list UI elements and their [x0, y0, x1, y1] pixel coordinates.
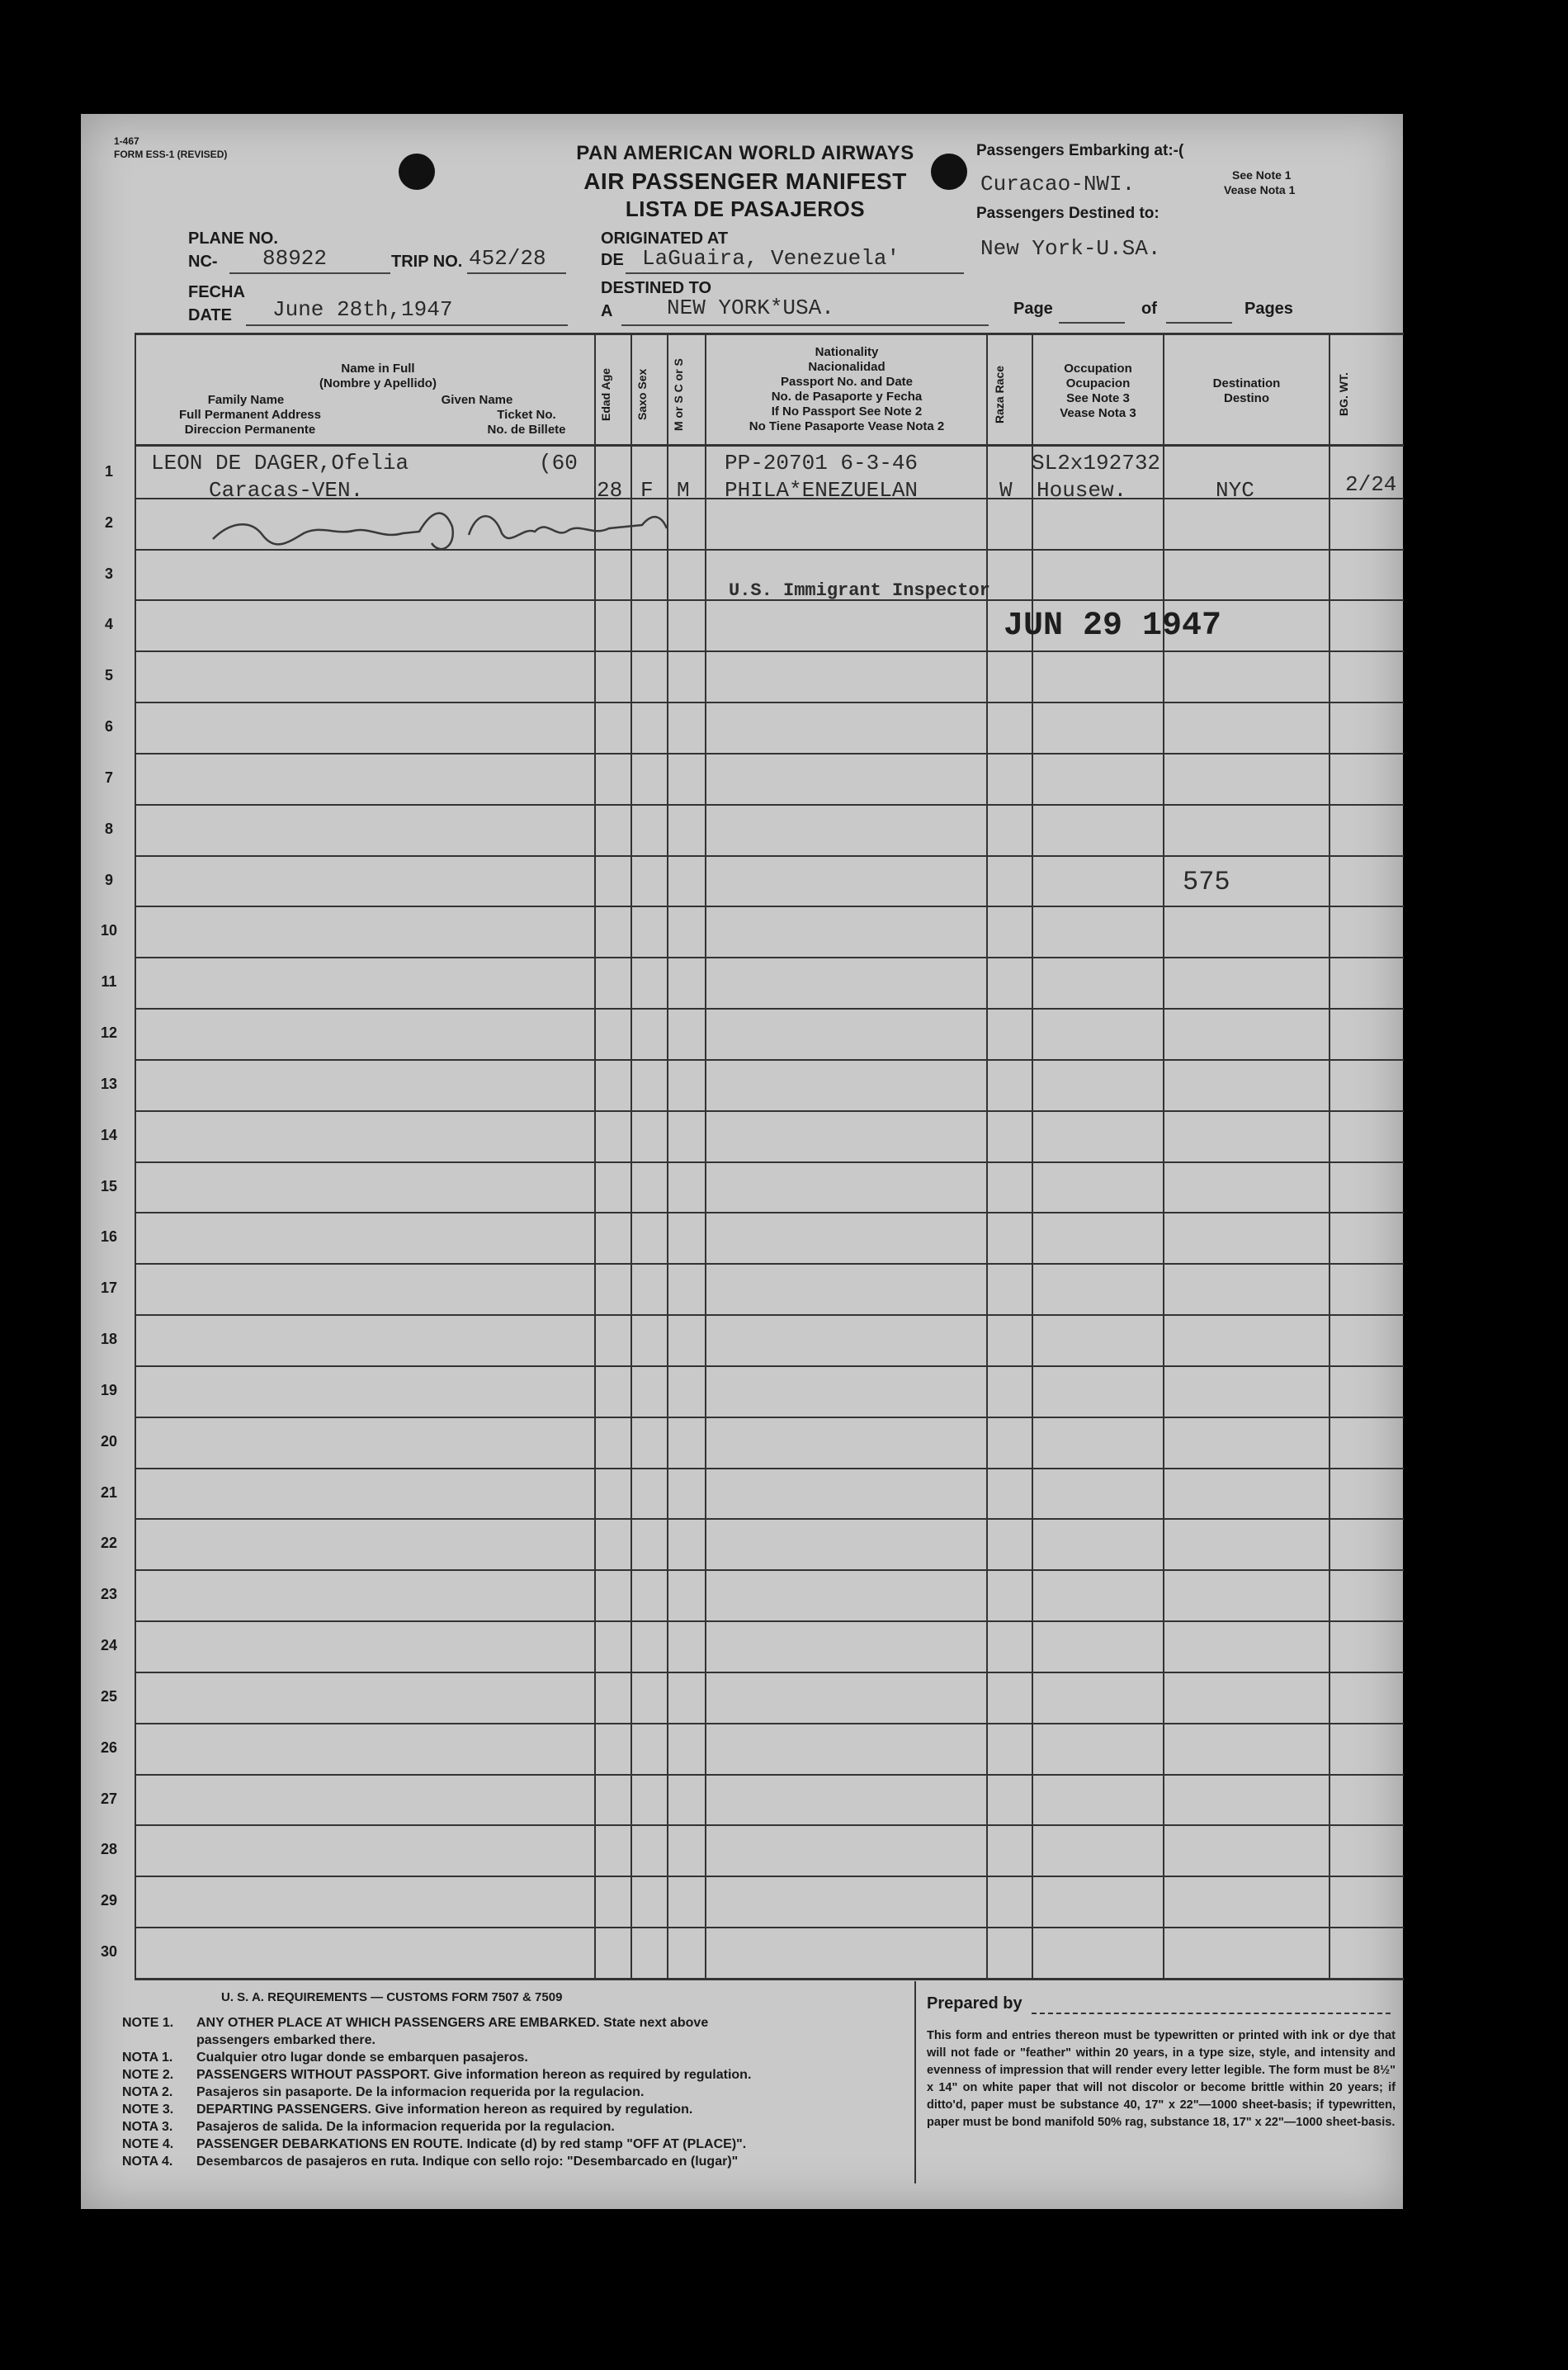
- footer-note: [122, 2101, 898, 2118]
- row-number: 19: [100, 1382, 118, 1398]
- row-divider: [135, 650, 1404, 652]
- footer-note-text: PASSENGER DEBARKATIONS EN ROUTE. Indicate (d) by red stamp "OFF AT (PLACE)".: [196, 2137, 747, 2151]
- passenger-nationality: PHILA*ENEZUELAN: [725, 478, 919, 503]
- row-number: 4: [104, 616, 113, 632]
- row-number: 11: [101, 973, 117, 990]
- date-label: DATE: [188, 306, 232, 324]
- row-divider: [135, 1569, 1404, 1571]
- row-divider: [135, 1110, 1404, 1112]
- form-subtitle: LISTA DE PASAJEROS: [625, 196, 866, 221]
- destined-label: DESTINED TO: [601, 279, 712, 297]
- row-number: 15: [100, 1178, 118, 1194]
- passenger-ticket: (60: [539, 451, 578, 475]
- manifest-sheet: [81, 114, 1403, 2209]
- destined-to-value: New York-U.SA.: [980, 236, 1161, 261]
- row-divider: [135, 804, 1404, 806]
- form-revised: FORM ESS-1 (REVISED): [114, 149, 228, 160]
- inspector-stamp: U.S. Immigrant Inspector: [729, 580, 990, 601]
- row-divider: [135, 1876, 1404, 1877]
- col-ms-header: M or S C or S: [672, 358, 685, 431]
- footer-note: [122, 2153, 898, 2170]
- row-divider: [135, 855, 1404, 857]
- footer-note: [122, 2118, 898, 2136]
- print-instructions: This form and entries thereon must be typewritten or printed with ink or dye that will not fade or "feather" within 20 years, in a type size, style, and intensity and evenness of impression that will render every letter legible. The form must be 8½" x 14" on white paper that will not discolor or become brittle within 20 years; if ditto'd, paper must be substance 40, 17" x 22"—1000 sheet-basis; if typewritten, paper must be bond manifold 50% rag, substance 18, 17" x 22"—1000 sheet-basis.: [927, 2029, 1396, 2129]
- trip-label: TRIP NO.: [391, 253, 463, 271]
- fecha-label: FECHA: [188, 283, 245, 301]
- row-number: 13: [100, 1076, 118, 1092]
- row-divider: [135, 1365, 1404, 1367]
- col-destination-header: Destination Destino: [1212, 376, 1281, 405]
- col-name-header: Name in Full (Nombre y Apellido): [319, 362, 437, 390]
- row-number: 21: [100, 1484, 118, 1501]
- row-divider: [135, 1927, 1404, 1928]
- a-label: A: [601, 302, 613, 320]
- row-number: 12: [100, 1024, 118, 1041]
- row-divider: [135, 1824, 1404, 1826]
- passenger-passport: PP-20701 6-3-46: [725, 451, 919, 475]
- passenger-name: LEON DE DAGER,Ofelia: [151, 451, 409, 475]
- row-number: 22: [100, 1535, 118, 1551]
- row-number: 18: [100, 1331, 118, 1347]
- of-label: of: [1141, 300, 1157, 318]
- airline-name: PAN AMERICAN WORLD AIRWAYS: [576, 142, 914, 164]
- footer-note-label: NOTA 2.: [122, 2085, 173, 2099]
- stamp-date: JUN 29 1947: [1004, 608, 1222, 645]
- col-baggage-header: BG. WT.: [1337, 372, 1350, 417]
- row-divider: [135, 1518, 1404, 1520]
- footer-note-label: NOTA 4.: [122, 2155, 173, 2169]
- originated-label: ORIGINATED AT: [601, 229, 729, 248]
- row-number: 23: [100, 1586, 118, 1602]
- footer-note-label: NOTA 1.: [122, 2051, 173, 2065]
- passenger-age: 28: [597, 478, 623, 503]
- footer-note: [122, 2084, 898, 2101]
- de-label: DE: [601, 251, 624, 269]
- col-nationality-header: Nationality Nacionalidad Passport No. and Date No. de Pasaporte y Fecha If No Passport See Note 2 No Tiene Pasaporte Vease Nota 2: [749, 345, 945, 433]
- row-number: 14: [100, 1127, 118, 1143]
- footer-note-label: NOTE 1.: [122, 2016, 174, 2030]
- row-divider: [135, 1417, 1404, 1418]
- note-ref-1: See Note 1: [1232, 168, 1292, 182]
- row-divider: [135, 1723, 1404, 1724]
- passenger-address: Caracas-VEN.: [209, 478, 364, 503]
- row-number: 28: [100, 1841, 118, 1857]
- col-occupation-header: Occupation Ocupacion See Note 3 Vease Nota 3: [1060, 362, 1136, 420]
- col-sex-header: Saxo Sex: [635, 368, 649, 421]
- row-divider: [135, 1774, 1404, 1776]
- embarking-label: Passengers Embarking at:-(: [976, 142, 1184, 159]
- row-number: 7: [104, 769, 113, 786]
- row-divider: [135, 1620, 1404, 1622]
- row-divider: [135, 1161, 1404, 1163]
- row-number: 20: [100, 1433, 118, 1450]
- requirements-title: U. S. A. REQUIREMENTS — CUSTOMS FORM 7507 & 7509: [221, 1990, 563, 2004]
- footer-note-text: Pasajeros sin pasaporte. De la informacion requerida por la regulacion.: [196, 2085, 645, 2099]
- row-number: 9: [104, 872, 113, 888]
- col-age-header: Edad Age: [599, 367, 612, 422]
- footer-note: [122, 2014, 898, 2032]
- inspector-signature: [205, 502, 683, 560]
- row-divider: [135, 1263, 1404, 1265]
- footer-note-label: NOTA 3.: [122, 2120, 173, 2134]
- col-family-header: Family Name: [207, 393, 285, 407]
- passenger-occupation-code: SL2x192732: [1032, 451, 1161, 475]
- pages-label: Pages: [1244, 300, 1293, 318]
- passenger-baggage: 2/24: [1345, 472, 1397, 497]
- footer-note: [122, 2136, 898, 2153]
- row-number: 29: [100, 1892, 118, 1909]
- footer-note-text: Cualquier otro lugar donde se embarquen pasajeros.: [196, 2051, 528, 2065]
- col-given-header: Given Name: [441, 393, 513, 407]
- footer-notes: [122, 2014, 898, 2170]
- footer-note-text: passengers embarked there.: [196, 2033, 375, 2047]
- footer-note-text: DEPARTING PASSENGERS. Give information hereon as required by regulation.: [196, 2103, 693, 2117]
- footer-note-text: Desembarcos de pasajeros en ruta. Indique con sello rojo: "Desembarcado en (lugar)": [196, 2155, 739, 2169]
- row-divider: [135, 1468, 1404, 1469]
- plane-number: 88922: [262, 246, 328, 271]
- row-number: 5: [104, 667, 113, 684]
- footer-note: [122, 2066, 898, 2084]
- note-ref-2: Vease Nota 1: [1224, 183, 1296, 196]
- row-divider: [135, 1212, 1404, 1213]
- form-number: 1-467: [114, 135, 139, 147]
- row-divider: [135, 906, 1404, 907]
- passenger-sex: F: [640, 478, 654, 503]
- footer-note: [122, 2032, 898, 2049]
- embarking-value: Curacao-NWI.: [980, 172, 1136, 196]
- col-direccion-header: Direccion Permanente: [184, 423, 316, 437]
- row-divider: [135, 702, 1404, 703]
- footer-note-text: Pasajeros de salida. De la informacion requerida por la regulacion.: [196, 2120, 615, 2134]
- row-number: 27: [100, 1791, 118, 1807]
- origin-value: LaGuaira, Venezuela': [642, 246, 900, 271]
- row-number: 3: [104, 565, 113, 582]
- row-number: 16: [100, 1228, 118, 1245]
- row-divider: [135, 957, 1404, 958]
- footer-note-label: NOTE 4.: [122, 2137, 174, 2151]
- punch-hole-left: [399, 154, 435, 190]
- footer-note-label: NOTE 3.: [122, 2103, 174, 2117]
- page-label: Page: [1013, 300, 1053, 318]
- col-race-header: Raza Race: [993, 365, 1006, 424]
- destination-value: NEW YORK*USA.: [667, 296, 834, 320]
- row-number: 30: [100, 1943, 118, 1960]
- nc-label: NC-: [188, 253, 218, 271]
- footer-note-text: PASSENGERS WITHOUT PASSPORT. Give information hereon as required by regulation.: [196, 2068, 752, 2082]
- row-divider: [135, 1314, 1404, 1316]
- row-divider: [135, 753, 1404, 755]
- row-number: 17: [100, 1280, 118, 1296]
- col-ticket-header: Ticket No.: [497, 408, 556, 422]
- row-number: 1: [104, 463, 113, 480]
- footer-note-text: ANY OTHER PLACE AT WHICH PASSENGERS ARE EMBARKED. State next above: [196, 2016, 709, 2030]
- row-divider: [135, 1008, 1404, 1010]
- row-number: 26: [100, 1739, 118, 1756]
- row-divider: [135, 1978, 1404, 1980]
- row-number: 24: [100, 1637, 118, 1653]
- footer-note-label: NOTE 2.: [122, 2068, 174, 2082]
- plane-label: PLANE NO.: [188, 229, 278, 248]
- trip-number: 452/28: [469, 246, 546, 271]
- form-title: AIR PASSENGER MANIFEST: [583, 168, 907, 194]
- passenger-marital: M: [677, 478, 690, 503]
- date-value: June 28th,1947: [272, 297, 453, 322]
- row-divider: [135, 1059, 1404, 1061]
- passenger-occupation: Housew.: [1037, 478, 1127, 503]
- row-divider: [135, 1672, 1404, 1673]
- prepared-by-label: Prepared by: [927, 1994, 1023, 2013]
- row-number: 10: [100, 922, 118, 939]
- passenger-destination: NYC: [1216, 478, 1254, 503]
- col-billete-header: No. de Billete: [487, 423, 566, 437]
- col-address-header: Full Permanent Address: [179, 408, 321, 422]
- passenger-race: W: [999, 478, 1013, 503]
- ledger-number: 575: [1183, 867, 1230, 897]
- row-number: 2: [104, 514, 113, 531]
- row-number: 8: [104, 821, 113, 837]
- footer-note: [122, 2049, 898, 2066]
- row-number: 6: [104, 718, 113, 735]
- row-number: 25: [100, 1688, 118, 1705]
- destined-to-label: Passengers Destined to:: [976, 205, 1159, 222]
